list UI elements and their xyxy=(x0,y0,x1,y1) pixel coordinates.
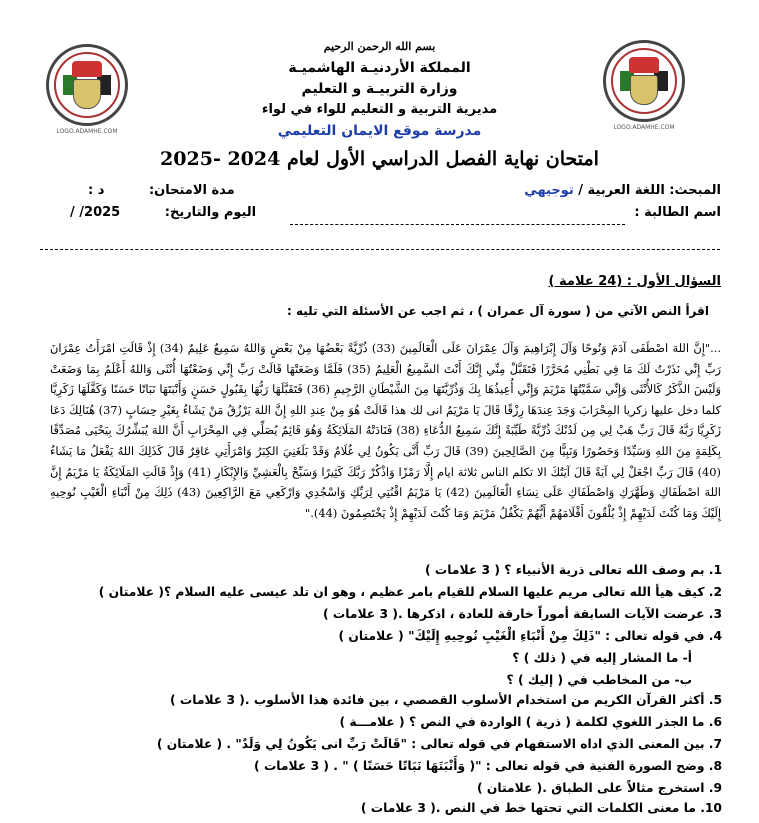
subject-label: المبحث: اللغة العربية / xyxy=(578,183,721,198)
question-10 xyxy=(361,801,722,815)
question-number: 2. xyxy=(708,585,722,599)
question-number: ب- xyxy=(674,673,692,687)
question-4a xyxy=(512,651,692,665)
date-value: / /2025 xyxy=(70,205,121,220)
grade-value: توجيهي xyxy=(524,183,574,198)
subject-row xyxy=(524,183,721,198)
quran-passage: ..."إِنَّ اللهَ اصْطَفَى آدَمَ وَنُوحًا وَآلَ إِبْرَاهِيمَ وَآلَ عِمْرَانَ عَلَى الْعَالَمِينَ (33) ذُرِّيَّةً بَعْضُهَا مِنْ بَعْضٍ وَاللهُ سَمِيعٌ عَلِيمٌ (34) إِذْ قَالَتِ امْرَأَتُ عِمْرَانَ رَبِّ إِنِّي نَذَرْتُ لَكَ مَا فِي بَطْنِي مُحَرَّرًا فَتَقَبَّلْ مِنِّي إِنَّكَ أَنْتَ السَّمِيعُ الْعَلِيمُ (35) فَلَمَّا وَضَعَتْهَا قَالَتْ رَبِّ إِنِّي وَضَعْتُهَا أُنْثَى وَاللهُ أَعْلَمُ بِمَا وَضَعَتْ وَلَيْسَ الذَّكَرُ كَالأُنْثَى وَإِنِّي سَمَّيْتُهَا مَرْيَمَ وَإِنِّي أُعِيذُهَا بِكَ وَذُرِّيَّتَهَا مِنَ الشَّيْطَانِ الرَّجِيمِ (36) فَتَقَبَّلَهَا رَبُّهَا بِقَبُولٍ حَسَنٍ وَأَنْبَتَهَا نَبَاتًا حَسَنًا وَكَفَّلَهَا زَكَرِيَّا كلما دخل عليها زكريا المِحْرَابَ وَجَدَ عِندَهَا رِزْقًا قَالَ يَا مَرْيَمُ انى لك هذا قَالَتْ هُوَ مِنْ عِندِ اللهِ إِنَّ اللهَ يَرْزُقُ مَنْ يَشَاءُ بِغَيْرِ حِسَابٍ (37) هُنَالِكَ دَعَا زَكَرِيَّا رَبَّهُ قَالَ رَبِّ هَبْ لِي مِن لَدُنْكَ ذُرِّيَّةً طَيِّبَةً إِنَّكَ سَمِيعُ الدُّعَاءِ (38) فَنَادَتْهُ المَلَائِكَةُ وَهُوَ قَائِمٌ يُصَلِّي فِي المِحْرَابِ أَنَّ اللهَ يُبَشِّرُكَ بِيَحْيَى مُصَدِّقًا بِكَلِمَةٍ مِنَ اللهِ وَسَيِّدًا وَحَصُورًا وَنَبِيًّا مِنَ الصَّالِحِينَ (39) قَالَ رَبِّ أَنَّى يَكُونُ لِي غُلَامٌ وَقَدْ بَلَغَنِيَ الكِبَرُ وَامْرَأَتِي عَاقِرٌ قَالَ كَذَلِكَ اللهُ يَفْعَلُ مَا يَشَاءُ (40) قَالَ رَبِّ اجْعَلْ لِي آيَةً قَالَ آيَتُكَ الا تكلم الناس ثلاثة ايام إِلَّا رَمْزًا وَاذْكُرْ رَبَّكَ كَثِيرًا وَسَبِّحْ بِالْعَشِيِّ وَالإِبْكَارِ (41) وَإِذْ قَالَتِ المَلَائِكَةُ يَا مَرْيَمُ إِنَّ اللهَ اصْطَفَاكِ وَطَهَّرَكِ وَاصْطَفَاكِ عَلَى نِسَاءِ الْعَالَمِينَ (42) يَا مَرْيَمُ اقْنُتِي لِرَبِّكِ وَاسْجُدِي وَارْكَعِي مَعَ الرَّاكِعِينَ (43) ذَلِكَ مِنْ أَنْبَاءِ الْغَيْبِ نُوحِيهِ إِلَيْكَ وَمَا كُنْتَ لَدَيْهِمْ إِذْ يُلْقُونَ أَقْلَامَهُمْ أَيُّهُمْ يَكْفُلُ مَرْيَمَ وَمَا كُنْتَ لَدَيْهِمْ إِذْ يَخْتَصِمُونَ (44)." xyxy=(50,341,721,520)
question-6 xyxy=(339,715,722,729)
question-number: 8. xyxy=(708,759,722,773)
question-title: السؤال الأول : (24 علامة ) xyxy=(548,274,721,289)
question-text: بين المعنى الذي اداه الاستفهام في قوله تعالى : "قَالَتْ رَبِّ انى يَكُونُ لِي وَلَدٌ" . ( علامتان ) xyxy=(156,737,705,751)
question-text: استخرج مثالاً على الطباق .( علامتان ) xyxy=(476,781,705,795)
ministry-name: وزارة التربيـة و التعليم xyxy=(301,81,458,97)
question-number: 9. xyxy=(708,781,722,795)
question-number: 3. xyxy=(708,607,722,621)
question-number: 10. xyxy=(700,801,722,815)
date-row xyxy=(70,205,256,220)
date-label: اليوم والتاريخ: xyxy=(164,205,257,220)
duration-row xyxy=(88,183,235,198)
instruction: اقرأ النص الآتي من ( سورة آل عمران ) ، ثم اجب عن الأسئلة التي تليه : xyxy=(287,304,709,318)
question-number: 6. xyxy=(708,715,722,729)
school-name: مدرسة موقع الايمان التعليمي xyxy=(277,123,482,139)
question-text: عرضت الآيات السابقة أموراً خارقة للعادة ، اذكرها .( 3 علامات ) xyxy=(322,607,705,621)
exam-title: امتحان نهاية الفصل الدراسي الأول لعام 2024 -2025 xyxy=(160,148,599,170)
question-4 xyxy=(339,629,723,643)
duration-value: د : xyxy=(88,183,105,198)
question-text: في قوله تعالى : "ذَلِكَ مِنْ أَنْبَاءِ الْغَيْبِ نُوحِيهِ إِلَيْكَ" ( علامتان ) xyxy=(338,629,705,643)
basmala: بسم الله الرحمن الرحيم xyxy=(323,40,436,53)
question-5 xyxy=(170,693,722,707)
question-number: 5. xyxy=(708,693,722,707)
question-3 xyxy=(323,607,722,621)
kingdom-name: المملكة الأردنيـة الهاشميـة xyxy=(288,60,471,76)
seal-left-caption: LOGO.ADAMHE.COM xyxy=(56,128,118,135)
question-text: من المخاطب في ( إليك ) ؟ xyxy=(506,673,671,687)
question-1 xyxy=(425,563,722,577)
question-7 xyxy=(157,737,722,751)
question-text: ما معنى الكلمات التي تحتها خط في النص .( 3 علامات ) xyxy=(360,801,696,815)
question-text: ما الجذر اللغوي لكلمة ( ذرية ) الواردة في النص ؟ ( علامـــة ) xyxy=(339,715,705,729)
question-number: 7. xyxy=(708,737,722,751)
question-text: كيف هيأ الله تعالى مريم عليها السلام للقيام بامر عظيم ، وهو ان تلد عيسى عليه السلام ؟( علامتان ) xyxy=(98,585,705,599)
directorate-name: مديرية التربية و التعليم للواء في لواء xyxy=(261,102,498,117)
header-separator xyxy=(40,249,720,250)
question-text: بم وصف الله تعالى ذرية الأنبياء ؟ ( 3 علامات ) xyxy=(425,563,705,577)
question-4b xyxy=(507,673,692,687)
question-number: 1. xyxy=(708,563,722,577)
question-text: وضح الصورة الفنية في قوله تعالى : "( وَأَنْبَتَهَا نَبَاتًا حَسَنًا ) " . ( 3 علامات ) xyxy=(254,759,705,773)
duration-label: مدة الامتحان: xyxy=(148,183,235,198)
seal-right-caption: LOGO.ADAMHE.COM xyxy=(613,124,675,131)
question-8 xyxy=(254,759,722,773)
question-number: 4. xyxy=(708,629,722,643)
question-2 xyxy=(99,585,722,599)
question-text: ما المشار إليه في ( ذلك ) ؟ xyxy=(512,651,679,665)
question-number: أ- xyxy=(682,651,692,665)
question-text: أكثر القرآن الكريم من استخدام الأسلوب القصصي ، بين فائدة هذا الأسلوب .( 3 علامات ) xyxy=(169,693,705,707)
student-name-line[interactable] xyxy=(290,224,625,225)
student-name-label: اسم الطالبة : xyxy=(634,205,721,220)
question-9 xyxy=(477,781,722,795)
